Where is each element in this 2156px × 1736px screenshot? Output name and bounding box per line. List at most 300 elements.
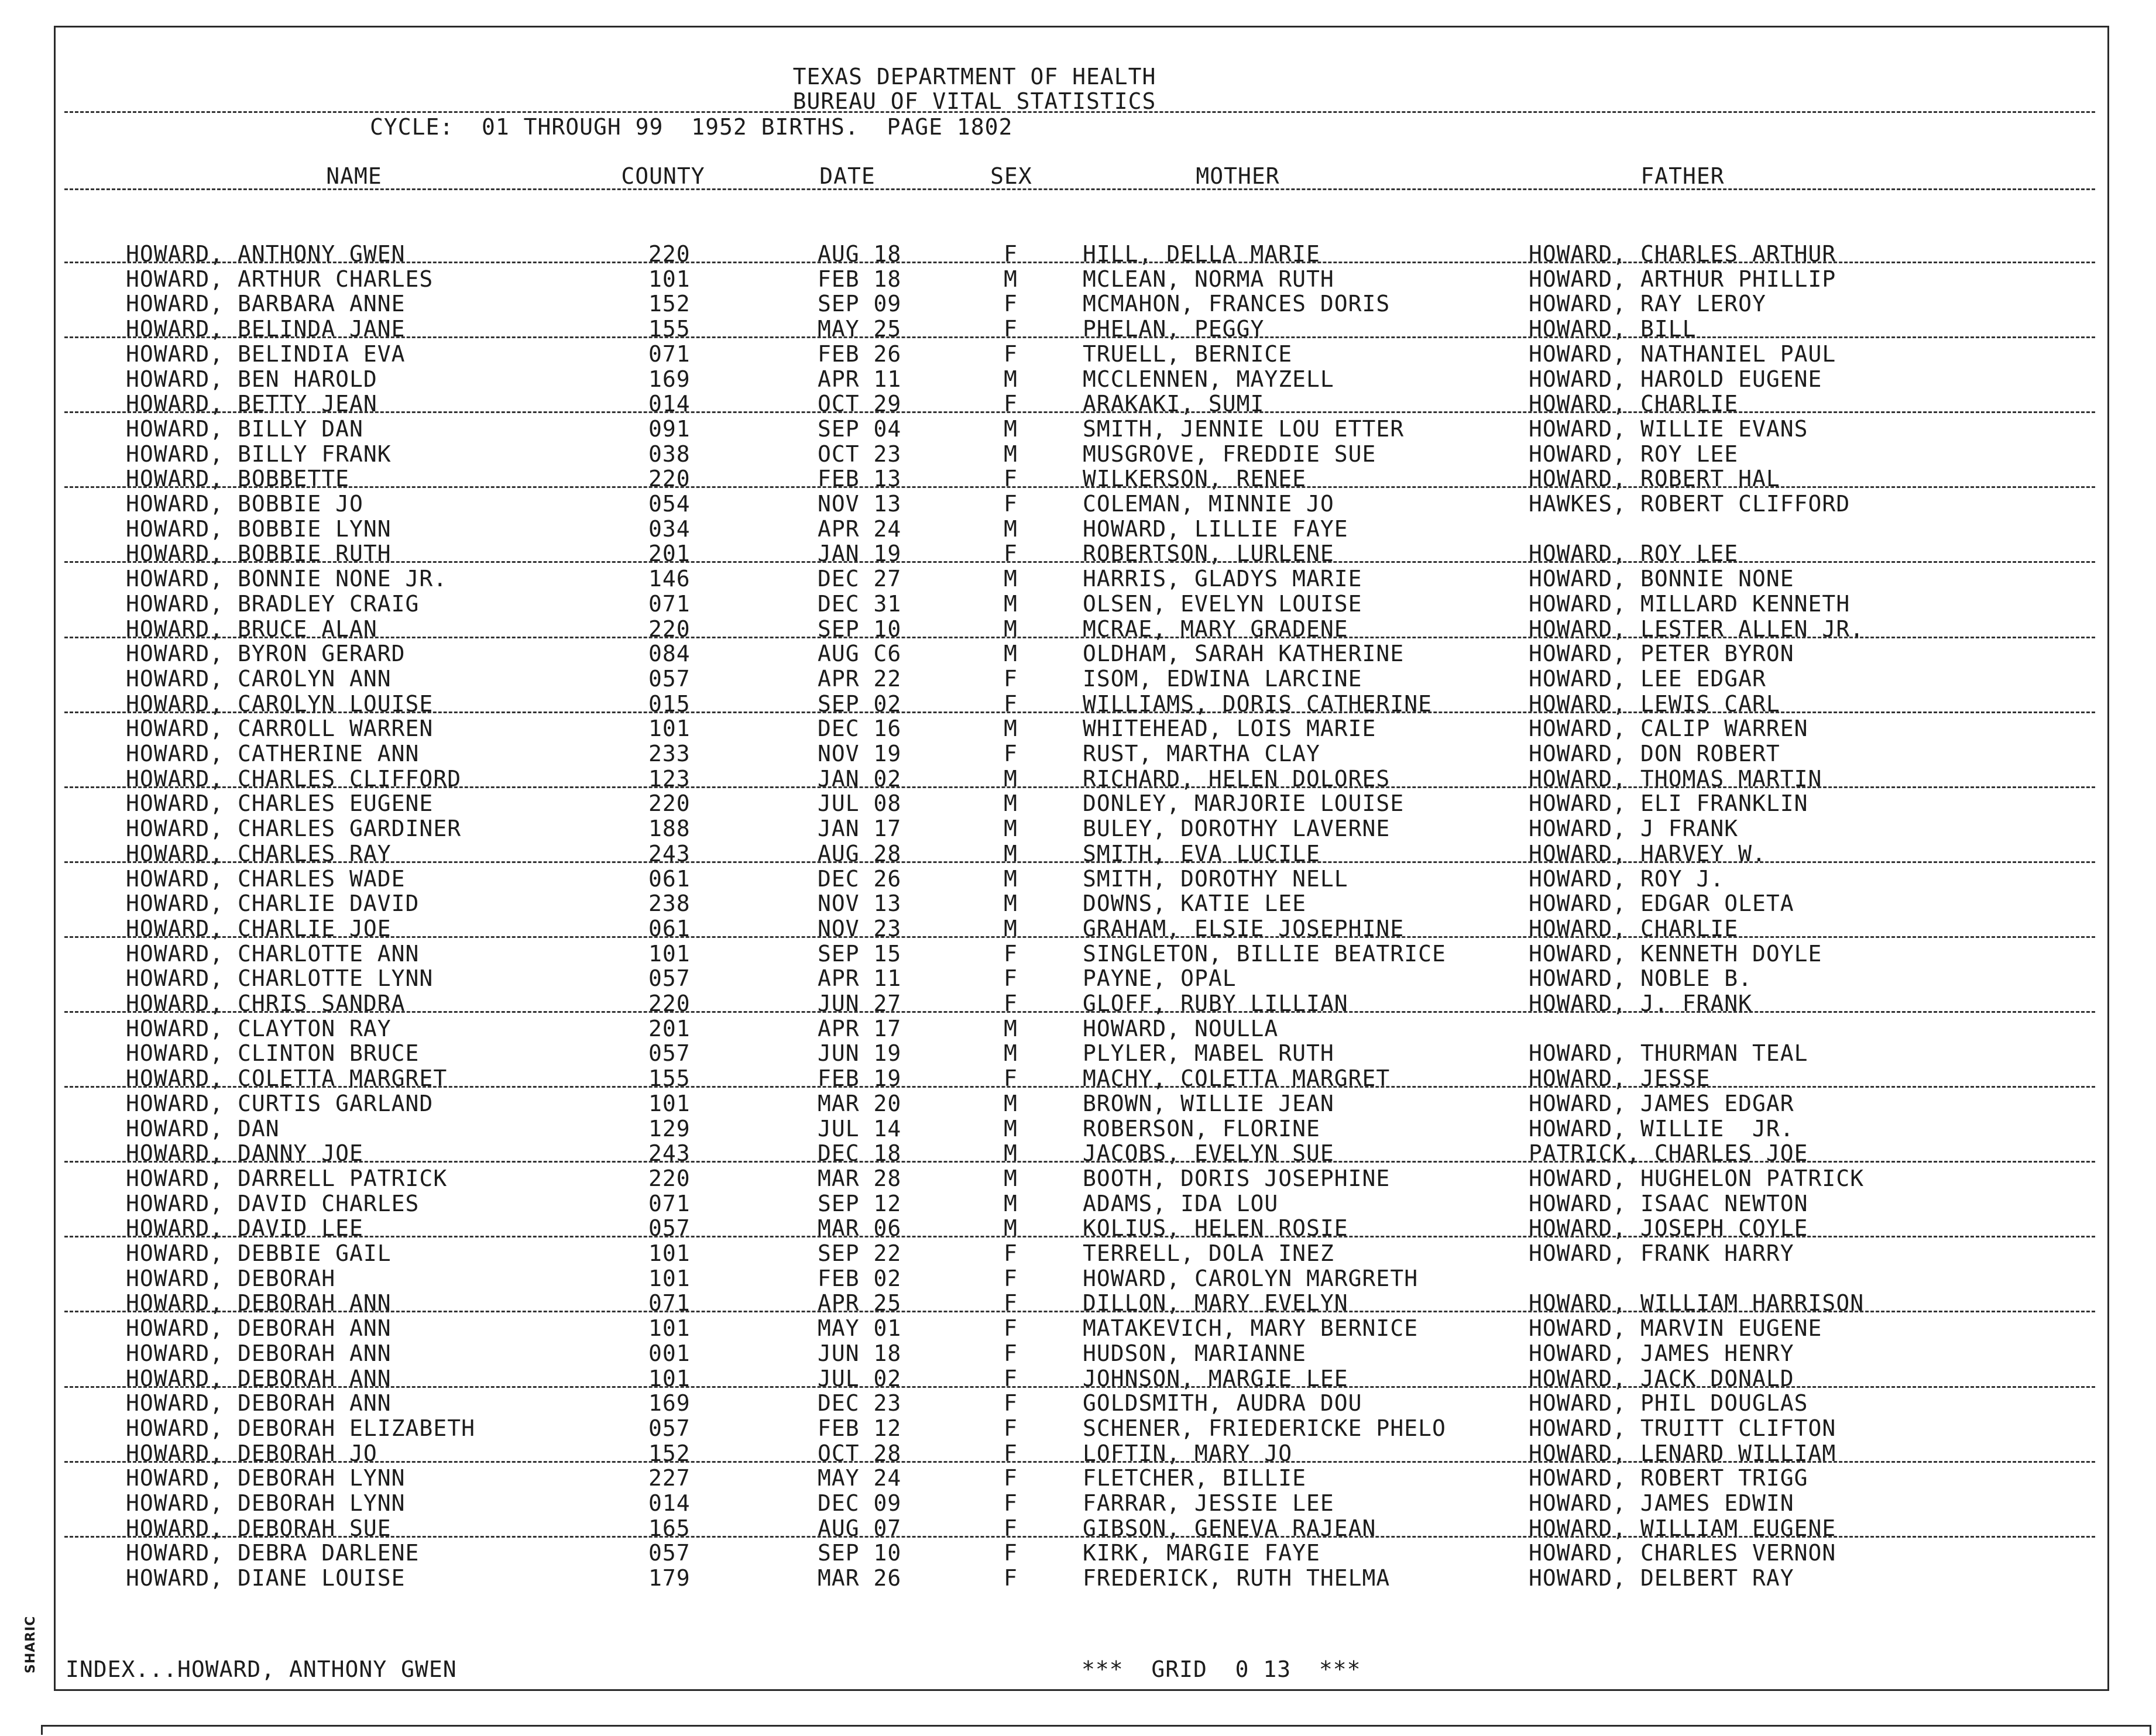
cell-date: MAR 28 [818, 1165, 902, 1191]
cell-sex: F [1004, 991, 1018, 1016]
cell-father: PATRICK, CHARLES JOE [1529, 1140, 1808, 1167]
cell-county: 057 [648, 1040, 691, 1067]
cell-father: HOWARD, LENARD WILLIAM [1529, 1440, 1836, 1466]
cell-county: 220 [648, 616, 691, 642]
cell-father: HOWARD, PHIL DOUGLAS [1529, 1390, 1808, 1417]
cell-name: HOWARD, DARRELL PATRICK [126, 1165, 448, 1191]
cell-county: 123 [648, 765, 691, 792]
cell-name: HOWARD, BETTY JEAN [126, 391, 377, 417]
cell-name: HOWARD, DEBORAH ANN [126, 1340, 392, 1366]
cell-sex: F [1004, 241, 1018, 267]
cell-county: 165 [648, 1515, 691, 1541]
row-group-rule [64, 861, 2095, 863]
cell-name: HOWARD, CHARLES GARDINER [126, 816, 462, 842]
cell-father: HOWARD, HAROLD EUGENE [1529, 366, 1822, 392]
cell-sex: M [1004, 1190, 1018, 1216]
cell-date: SEP 22 [818, 1240, 902, 1266]
cell-name: HOWARD, DEBORAH [126, 1265, 336, 1291]
cell-sex: M [1004, 1015, 1018, 1041]
cell-county: 233 [648, 741, 691, 766]
cell-mother: WILKERSON, RENEE [1083, 466, 1307, 492]
cell-sex: F [1004, 1565, 1018, 1591]
cell-sex: F [1004, 1315, 1018, 1342]
cell-father: HOWARD, WILLIE EVANS [1529, 415, 1808, 442]
cell-sex: F [1004, 466, 1018, 492]
cell-name: HOWARD, BOBBIE JO [126, 491, 363, 517]
cell-mother: SINGLETON, BILLIE BEATRICE [1083, 940, 1446, 967]
cell-mother: TRUELL, BERNICE [1083, 341, 1293, 367]
cell-mother: PLYLER, MABEL RUTH [1083, 1040, 1334, 1067]
column-header-date: DATE [819, 163, 876, 189]
cell-name: HOWARD, CAROLYN LOUISE [126, 690, 434, 717]
cell-mother: SMITH, JENNIE LOU ETTER [1083, 415, 1405, 442]
cell-father: HOWARD, THOMAS MARTIN [1529, 765, 1822, 792]
cell-county: 243 [648, 840, 691, 867]
cell-name: HOWARD, CHARLES CLIFFORD [126, 765, 462, 792]
cell-county: 038 [648, 441, 691, 467]
cell-date: AUG 07 [818, 1515, 902, 1541]
cell-name: HOWARD, BARBARA ANNE [126, 291, 406, 317]
cell-sex: F [1004, 665, 1018, 692]
cell-mother: ARAKAKI, SUMI [1083, 391, 1265, 417]
row-group-rule [64, 486, 2095, 488]
cell-sex: F [1004, 316, 1018, 342]
cell-name: HOWARD, DIANE LOUISE [126, 1565, 406, 1591]
cell-date: JUN 27 [818, 991, 902, 1016]
cell-father: HOWARD, DON ROBERT [1529, 741, 1780, 766]
cell-county: 243 [648, 1140, 691, 1167]
cell-mother: HILL, DELLA MARIE [1083, 241, 1320, 267]
cell-name: HOWARD, DEBORAH ELIZABETH [126, 1415, 475, 1441]
row-group-rule [64, 786, 2095, 788]
cell-father: HOWARD, CHARLIE [1529, 915, 1739, 941]
cell-date: MAR 20 [818, 1090, 902, 1116]
cell-date: MAY 24 [818, 1465, 902, 1491]
cell-mother: SMITH, EVA LUCILE [1083, 840, 1320, 867]
cell-date: FEB 19 [818, 1065, 902, 1092]
cell-date: SEP 15 [818, 940, 902, 967]
cell-sex: F [1004, 291, 1018, 317]
row-group-rule [64, 561, 2095, 563]
cell-name: HOWARD, DAVID CHARLES [126, 1190, 420, 1216]
row-group-rule [64, 936, 2095, 938]
cell-father: HOWARD, HUGHELON PATRICK [1529, 1165, 1865, 1191]
cell-county: 152 [648, 1440, 691, 1466]
cell-date: DEC 27 [818, 566, 902, 592]
cell-sex: F [1004, 1490, 1018, 1516]
cell-name: HOWARD, CHARLIE JOE [126, 915, 392, 941]
cell-father: HOWARD, CHARLES VERNON [1529, 1540, 1836, 1566]
cell-sex: M [1004, 891, 1018, 917]
cell-sex: M [1004, 915, 1018, 941]
row-group-rule [64, 411, 2095, 413]
cell-mother: MATAKEVICH, MARY BERNICE [1083, 1315, 1419, 1342]
cell-sex: M [1004, 865, 1018, 892]
cell-date: AUG 18 [818, 241, 902, 267]
cell-mother: MCMAHON, FRANCES DORIS [1083, 291, 1391, 317]
cell-father: HOWARD, LEE EDGAR [1529, 665, 1766, 692]
cell-sex: M [1004, 1040, 1018, 1067]
cell-date: JUL 08 [818, 790, 902, 817]
cell-father: HOWARD, BILL [1529, 316, 1697, 342]
cell-county: 146 [648, 566, 691, 592]
index-line: INDEX...HOWARD, ANTHONY GWEN [66, 1656, 457, 1682]
row-group-rule [64, 1236, 2095, 1237]
cell-date: JAN 02 [818, 765, 902, 792]
cell-sex: M [1004, 1090, 1018, 1116]
cell-sex: F [1004, 690, 1018, 717]
cell-mother: SCHENER, FRIEDERICKE PHELO [1083, 1415, 1446, 1441]
cell-mother: MACHY, COLETTA MARGRET [1083, 1065, 1391, 1092]
cell-county: 220 [648, 466, 691, 492]
cell-father: HOWARD, EDGAR OLETA [1529, 891, 1794, 917]
cell-mother: ROBERTSON, LURLENE [1083, 541, 1334, 567]
cell-county: 101 [648, 940, 691, 967]
cell-name: HOWARD, DEBORAH ANN [126, 1365, 392, 1391]
cell-sex: F [1004, 1540, 1018, 1566]
cell-county: 238 [648, 891, 691, 917]
row-group-rule [64, 1536, 2095, 1538]
cell-date: AUG C6 [818, 641, 902, 667]
row-group-rule [64, 1086, 2095, 1088]
cell-name: HOWARD, CARROLL WARREN [126, 716, 434, 742]
cell-mother: HOWARD, LILLIE FAYE [1083, 515, 1348, 542]
cell-date: FEB 02 [818, 1265, 902, 1291]
cell-county: 057 [648, 1215, 691, 1242]
cell-date: NOV 19 [818, 741, 902, 766]
cell-name: HOWARD, BEN HAROLD [126, 366, 377, 392]
cell-county: 091 [648, 415, 691, 442]
cell-county: 071 [648, 1190, 691, 1216]
row-group-rule [64, 637, 2095, 638]
cell-sex: F [1004, 341, 1018, 367]
cell-father: HOWARD, MILLARD KENNETH [1529, 590, 1851, 617]
row-group-rule [64, 1386, 2095, 1388]
cell-sex: M [1004, 415, 1018, 442]
cell-date: JAN 17 [818, 816, 902, 842]
cell-name: HOWARD, CURTIS GARLAND [126, 1090, 434, 1116]
cell-father: HOWARD, NATHANIEL PAUL [1529, 341, 1836, 367]
cell-date: MAR 26 [818, 1565, 902, 1591]
cell-mother: ISOM, EDWINA LARCINE [1083, 665, 1362, 692]
cell-name: HOWARD, CHARLES EUGENE [126, 790, 434, 817]
cell-sex: M [1004, 1140, 1018, 1167]
cell-county: 071 [648, 590, 691, 617]
cell-father: HOWARD, MARVIN EUGENE [1529, 1315, 1822, 1342]
cell-mother: DONLEY, MARJORIE LOUISE [1083, 790, 1405, 817]
row-group-rule [64, 1461, 2095, 1463]
cell-name: HOWARD, DEBORAH ANN [126, 1390, 392, 1417]
cell-county: 101 [648, 1090, 691, 1116]
cell-sex: M [1004, 590, 1018, 617]
cell-county: 001 [648, 1340, 691, 1366]
cell-father: HOWARD, J FRANK [1529, 816, 1739, 842]
cell-father: HOWARD, JESSE [1529, 1065, 1711, 1092]
cell-sex: F [1004, 1515, 1018, 1541]
cell-mother: RUST, MARTHA CLAY [1083, 741, 1320, 766]
cell-father: HOWARD, CHARLIE [1529, 391, 1739, 417]
cell-sex: F [1004, 1365, 1018, 1391]
cell-sex: F [1004, 1065, 1018, 1092]
cell-father: HOWARD, KENNETH DOYLE [1529, 940, 1822, 967]
cell-father: HOWARD, FRANK HARRY [1529, 1240, 1794, 1266]
cell-father: HOWARD, ELI FRANKLIN [1529, 790, 1808, 817]
cell-name: HOWARD, DEBORAH SUE [126, 1515, 392, 1541]
cell-mother: FLETCHER, BILLIE [1083, 1465, 1307, 1491]
cell-county: 071 [648, 341, 691, 367]
cell-sex: M [1004, 616, 1018, 642]
cell-mother: PHELAN, PEGGY [1083, 316, 1265, 342]
cell-father: HOWARD, JAMES EDWIN [1529, 1490, 1794, 1516]
column-header-sex: SEX [990, 163, 1032, 189]
cell-name: HOWARD, BOBBETTE [126, 466, 350, 492]
cell-mother: ROBERSON, FLORINE [1083, 1115, 1320, 1142]
cell-county: 220 [648, 241, 691, 267]
cell-sex: F [1004, 1290, 1018, 1316]
cell-father: HOWARD, JAMES HENRY [1529, 1340, 1794, 1366]
cell-county: 057 [648, 665, 691, 692]
cell-sex: M [1004, 566, 1018, 592]
cell-name: HOWARD, CLINTON BRUCE [126, 1040, 420, 1067]
cell-county: 034 [648, 515, 691, 542]
cell-date: SEP 10 [818, 1540, 902, 1566]
cell-father: HOWARD, LEWIS CARL [1529, 690, 1780, 717]
cell-sex: F [1004, 1415, 1018, 1441]
cell-sex: M [1004, 266, 1018, 292]
cell-date: JAN 19 [818, 541, 902, 567]
cell-county: 220 [648, 1165, 691, 1191]
cell-county: 101 [648, 266, 691, 292]
cell-name: HOWARD, ARTHUR CHARLES [126, 266, 434, 292]
cell-county: 179 [648, 1565, 691, 1591]
cell-father: HOWARD, JOSEPH COYLE [1529, 1215, 1808, 1242]
cell-mother: FREDERICK, RUTH THELMA [1083, 1565, 1391, 1591]
cell-father: HOWARD, ROY J. [1529, 865, 1725, 892]
cell-date: SEP 12 [818, 1190, 902, 1216]
cell-county: 101 [648, 1315, 691, 1342]
cell-father: HOWARD, NOBLE B. [1529, 965, 1753, 992]
cell-father: HOWARD, CHARLES ARTHUR [1529, 241, 1836, 267]
cell-name: HOWARD, BELINDA JANE [126, 316, 406, 342]
cell-sex: M [1004, 515, 1018, 542]
cell-sex: M [1004, 641, 1018, 667]
cell-name: HOWARD, CHARLOTTE LYNN [126, 965, 434, 992]
grid-line: *** GRID 0 13 *** [1082, 1656, 1361, 1682]
cell-father: HOWARD, THURMAN TEAL [1529, 1040, 1808, 1067]
cell-county: 101 [648, 1240, 691, 1266]
cell-sex: F [1004, 1265, 1018, 1291]
cell-county: 129 [648, 1115, 691, 1142]
cell-mother: RICHARD, HELEN DOLORES [1083, 765, 1391, 792]
column-header-rule [64, 188, 2095, 190]
cell-mother: FARRAR, JESSIE LEE [1083, 1490, 1334, 1516]
cell-date: FEB 13 [818, 466, 902, 492]
cell-date: JUL 14 [818, 1115, 902, 1142]
cell-county: 014 [648, 1490, 691, 1516]
cell-name: HOWARD, DEBRA DARLENE [126, 1540, 420, 1566]
cell-mother: PAYNE, OPAL [1083, 965, 1237, 992]
cell-name: HOWARD, DEBORAH LYNN [126, 1465, 406, 1491]
cell-county: 169 [648, 366, 691, 392]
cell-county: 188 [648, 816, 691, 842]
cell-county: 054 [648, 491, 691, 517]
cell-name: HOWARD, CATHERINE ANN [126, 741, 420, 766]
cell-name: HOWARD, DAN [126, 1115, 280, 1142]
row-group-rule [64, 262, 2095, 263]
cell-date: FEB 18 [818, 266, 902, 292]
cell-date: OCT 28 [818, 1440, 902, 1466]
cell-father: HOWARD, JACK DONALD [1529, 1365, 1794, 1391]
cell-date: SEP 09 [818, 291, 902, 317]
cell-sex: F [1004, 391, 1018, 417]
cell-father: HOWARD, ISAAC NEWTON [1529, 1190, 1808, 1216]
cell-county: 061 [648, 915, 691, 941]
cell-date: APR 11 [818, 366, 902, 392]
cell-name: HOWARD, BILLY DAN [126, 415, 363, 442]
cell-date: NOV 13 [818, 491, 902, 517]
cell-name: HOWARD, BYRON GERARD [126, 641, 406, 667]
cell-county: 227 [648, 1465, 691, 1491]
cell-date: DEC 16 [818, 716, 902, 742]
cell-date: MAR 06 [818, 1215, 902, 1242]
cell-county: 155 [648, 1065, 691, 1092]
cell-county: 057 [648, 965, 691, 992]
cell-mother: TERRELL, DOLA INEZ [1083, 1240, 1334, 1266]
cell-mother: MUSGROVE, FREDDIE SUE [1083, 441, 1376, 467]
cell-sex: M [1004, 765, 1018, 792]
cell-name: HOWARD, BRUCE ALAN [126, 616, 377, 642]
cell-sex: F [1004, 541, 1018, 567]
cell-name: HOWARD, DEBORAH ANN [126, 1290, 392, 1316]
cell-county: 220 [648, 991, 691, 1016]
cell-mother: MCRAE, MARY GRADENE [1083, 616, 1348, 642]
cell-father: HOWARD, WILLIE JR. [1529, 1115, 1794, 1142]
cell-name: HOWARD, CAROLYN ANN [126, 665, 392, 692]
cell-sex: F [1004, 1240, 1018, 1266]
cell-sex: M [1004, 441, 1018, 467]
cell-date: JUN 19 [818, 1040, 902, 1067]
cell-mother: BULEY, DOROTHY LAVERNE [1083, 816, 1391, 842]
cell-father: HOWARD, ARTHUR PHILLIP [1529, 266, 1836, 292]
cell-name: HOWARD, DEBORAH LYNN [126, 1490, 406, 1516]
cell-sex: F [1004, 1340, 1018, 1366]
cell-mother: KOLIUS, HELEN ROSIE [1083, 1215, 1348, 1242]
cell-name: HOWARD, COLETTA MARGRET [126, 1065, 448, 1092]
header-rule [64, 111, 2095, 113]
cell-date: APR 24 [818, 515, 902, 542]
cell-name: HOWARD, BELINDIA EVA [126, 341, 406, 367]
cell-county: 101 [648, 1365, 691, 1391]
cell-name: HOWARD, DEBBIE GAIL [126, 1240, 392, 1266]
cell-mother: LOFTIN, MARY JO [1083, 1440, 1293, 1466]
cell-name: HOWARD, CHARLOTTE ANN [126, 940, 420, 967]
cell-sex: M [1004, 816, 1018, 842]
cell-date: SEP 04 [818, 415, 902, 442]
cell-county: 101 [648, 1265, 691, 1291]
cell-date: DEC 18 [818, 1140, 902, 1167]
cell-mother: JOHNSON, MARGIE LEE [1083, 1365, 1348, 1391]
cell-county: 084 [648, 641, 691, 667]
cell-name: HOWARD, ANTHONY GWEN [126, 241, 406, 267]
next-page-edge [41, 1725, 2151, 1735]
cell-date: NOV 13 [818, 891, 902, 917]
cell-county: 220 [648, 790, 691, 817]
side-label: SHARIC [23, 1615, 38, 1673]
cell-father: HOWARD, WILLIAM HARRISON [1529, 1290, 1865, 1316]
cell-date: SEP 02 [818, 690, 902, 717]
column-header-county: COUNTY [621, 163, 705, 189]
cell-mother: MCCLENNEN, MAYZELL [1083, 366, 1334, 392]
cell-date: MAY 01 [818, 1315, 902, 1342]
cycle-line: CYCLE: 01 THROUGH 99 1952 BIRTHS. PAGE 1802 [370, 114, 1013, 140]
row-group-rule [64, 1161, 2095, 1163]
cell-mother: JACOBS, EVELYN SUE [1083, 1140, 1334, 1167]
cell-county: 014 [648, 391, 691, 417]
cell-mother: HOWARD, CAROLYN MARGRETH [1083, 1265, 1419, 1291]
cell-father: HOWARD, JAMES EDGAR [1529, 1090, 1794, 1116]
row-group-rule [64, 1311, 2095, 1312]
cell-mother: GOLDSMITH, AUDRA DOU [1083, 1390, 1362, 1417]
cell-sex: M [1004, 716, 1018, 742]
cell-mother: SMITH, DOROTHY NELL [1083, 865, 1348, 892]
cell-date: FEB 26 [818, 341, 902, 367]
cell-name: HOWARD, DEBORAH JO [126, 1440, 377, 1466]
cell-mother: DOWNS, KATIE LEE [1083, 891, 1307, 917]
row-group-rule [64, 1011, 2095, 1013]
cell-mother: OLDHAM, SARAH KATHERINE [1083, 641, 1405, 667]
cell-father: HOWARD, J. FRANK [1529, 991, 1753, 1016]
column-header-father: FATHER [1640, 163, 1725, 189]
cell-name: HOWARD, DEBORAH ANN [126, 1315, 392, 1342]
cell-sex: M [1004, 790, 1018, 817]
cell-father: HOWARD, LESTER ALLEN JR. [1529, 616, 1865, 642]
cell-date: OCT 29 [818, 391, 902, 417]
cell-mother: ADAMS, IDA LOU [1083, 1190, 1279, 1216]
cell-name: HOWARD, BRADLEY CRAIG [126, 590, 420, 617]
cell-date: NOV 23 [818, 915, 902, 941]
cell-sex: F [1004, 940, 1018, 967]
cell-mother: KIRK, MARGIE FAYE [1083, 1540, 1320, 1566]
cell-county: 101 [648, 716, 691, 742]
cell-father: HOWARD, ROY LEE [1529, 441, 1739, 467]
cell-name: HOWARD, CHARLES RAY [126, 840, 392, 867]
cell-date: JUN 18 [818, 1340, 902, 1366]
cell-county: 057 [648, 1540, 691, 1566]
cell-name: HOWARD, BOBBIE LYNN [126, 515, 392, 542]
cell-mother: BOOTH, DORIS JOSEPHINE [1083, 1165, 1391, 1191]
cell-date: SEP 10 [818, 616, 902, 642]
cell-father: HOWARD, BONNIE NONE [1529, 566, 1794, 592]
cell-mother: GRAHAM, ELSIE JOSEPHINE [1083, 915, 1405, 941]
cell-date: OCT 23 [818, 441, 902, 467]
cell-sex: M [1004, 1215, 1018, 1242]
cell-name: HOWARD, CHARLIE DAVID [126, 891, 420, 917]
cell-date: APR 17 [818, 1015, 902, 1041]
cell-sex: F [1004, 965, 1018, 992]
cell-name: HOWARD, BONNIE NONE JR. [126, 566, 448, 592]
bureau-title: BUREAU OF VITAL STATISTICS [792, 88, 1156, 114]
cell-name: HOWARD, BILLY FRANK [126, 441, 392, 467]
cell-name: HOWARD, DANNY JOE [126, 1140, 363, 1167]
cell-mother: HARRIS, GLADYS MARIE [1083, 566, 1362, 592]
row-group-rule [64, 336, 2095, 338]
cell-county: 061 [648, 865, 691, 892]
cell-date: DEC 09 [818, 1490, 902, 1516]
cell-date: JUL 02 [818, 1365, 902, 1391]
cell-county: 155 [648, 316, 691, 342]
cell-county: 201 [648, 541, 691, 567]
row-group-rule [64, 711, 2095, 713]
